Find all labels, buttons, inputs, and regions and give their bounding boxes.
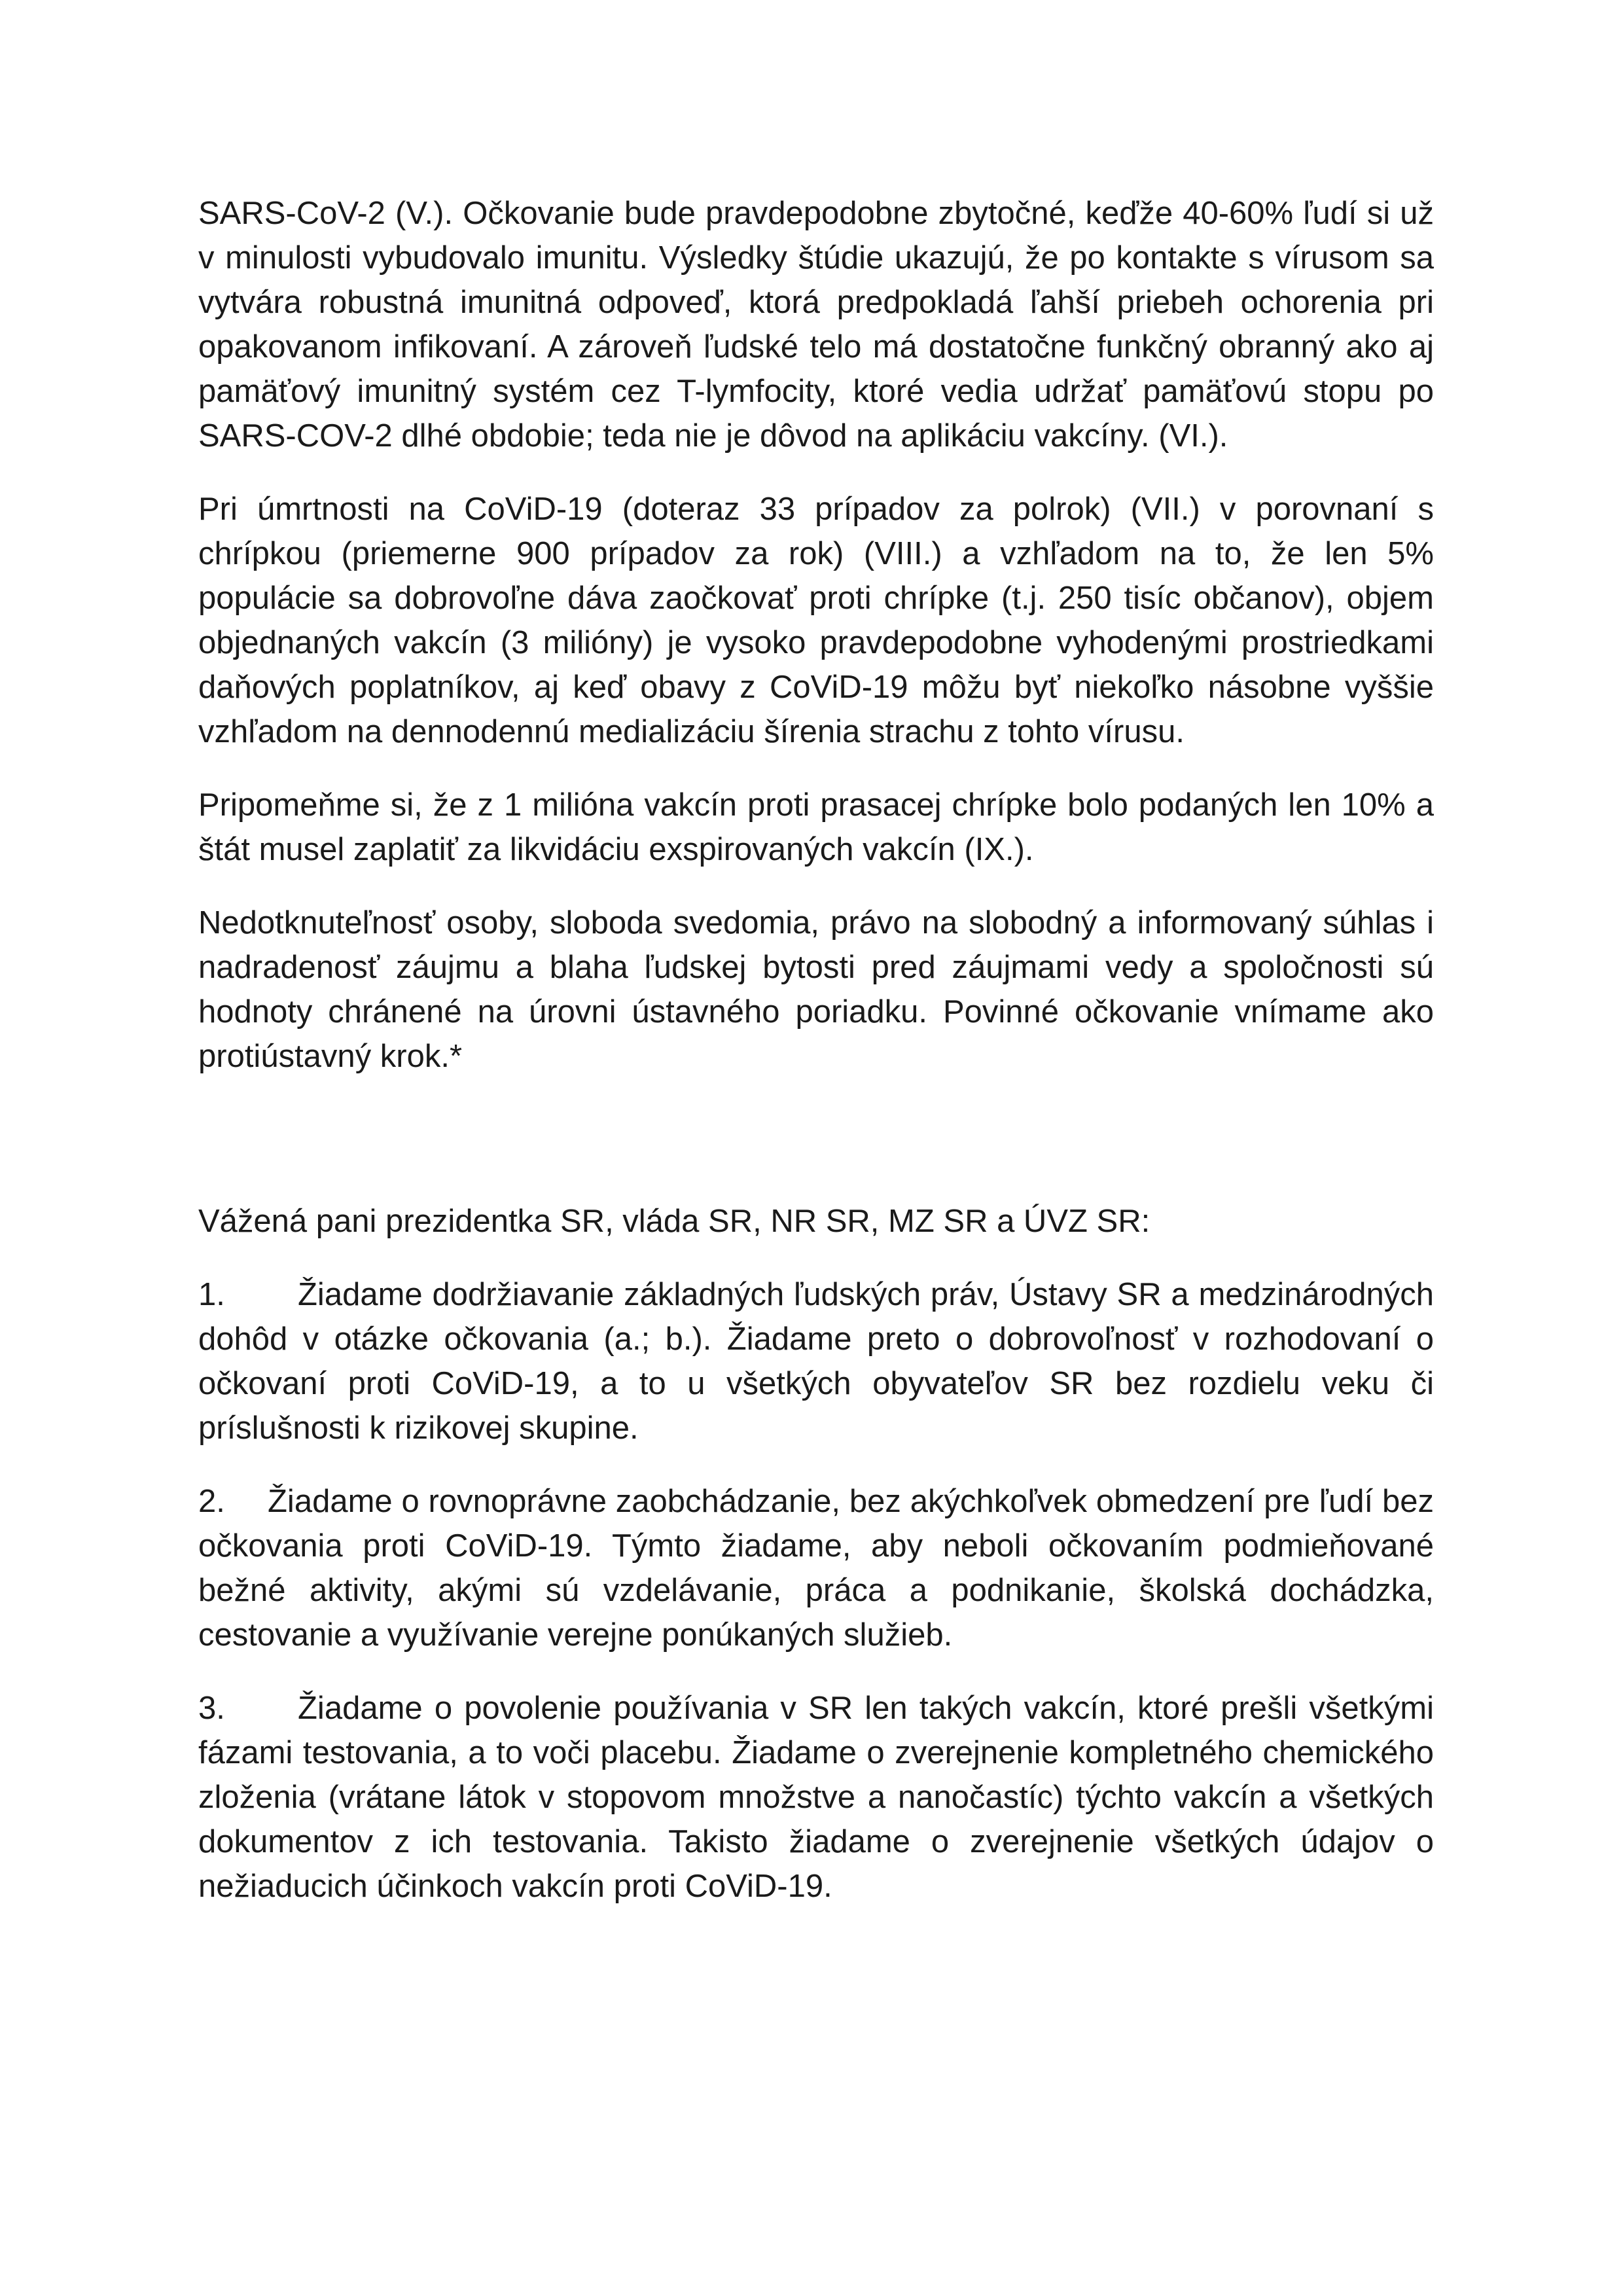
paragraph-mortality: Pri úmrtnosti na CoViD-19 (doteraz 33 prípadov za polrok) (VII.) v porovnaní s chrípkou (priemerne 900 prípadov za rok) (VIII.) a vzhľadom na to, že len 5% populácie sa dobrovoľne dáva zaočkovať proti chrípke (t.j. 250 tisíc občanov), objem objednaných vakcín (3 milióny) je vysoko pravdepodobne vyhodenými prostriedkami daňových poplatníkov, aj keď obavy z CoViD-19 môžu byť niekoľko násobne vyššie vzhľadom na dennodennú medializáciu šírenia strachu z tohto vírusu. [198,492,1434,749]
demand-number: 1. [198,1277,225,1312]
paragraph-constitution: Nedotknuteľnosť osoby, sloboda svedomia, právo na slobodný a informovaný súhlas i nadradenosť záujmu a blaha ľudskej bytosti pred záujmami vedy a spoločnosti sú hodnoty chránené na úrovni ústavného poriadku. Povinné očkovanie vnímame ako protiústavný krok.* [198,905,1434,1074]
demand-number: 2. [198,1484,225,1519]
document-page [198,191,1434,1937]
demand-number: 3. [198,1691,225,1726]
demand-text: Žiadame dodržiavanie základných ľudských práv, Ústavy SR a medzinárodných dohôd v otázke očkovania (a.; b.). Žiadame preto o dobrovoľnosť v rozhodovaní o očkovaní proti CoViD-19, a to u všetkých obyvateľov SR bez rozdielu veku či príslušnosti k rizikovej skupine. [198,1277,1434,1446]
addressee-line: Vážená pani prezidentka SR, vláda SR, NR SR, MZ SR a ÚVZ SR: [198,1204,1150,1239]
paragraph-swine-flu: Pripomeňme si, že z 1 milióna vakcín proti prasacej chrípke bolo podaných len 10% a štát musel zaplatiť za likvidáciu exspirovaných vakcín (IX.). [198,787,1434,867]
demand-item-1 [198,1272,1434,1450]
demand-text: Žiadame o povolenie používania v SR len takých vakcín, ktoré prešli všetkými fázami testovania, a to voči placebu. Žiadame o zverejnenie kompletného chemického zloženia (vrátane látok v stopovom množstve a nanočastíc) týchto vakcín a všetkých dokumentov z ich testovania. Takisto žiadame o zverejnenie všetkých údajov o nežiaducich účinkoch vakcín proti CoViD-19. [198,1691,1434,1904]
demand-item-3 [198,1686,1434,1909]
section-gap [198,1107,1434,1199]
paragraph-immunity: SARS-CoV-2 (V.). Očkovanie bude pravdepodobne zbytočné, keďže 40-60% ľudí si už v minulosti vybudovalo imunitu. Výsledky štúdie ukazujú, že po kontakte s vírusom sa vytvára robustná imunitná odpoveď, ktorá predpokladá ľahší priebeh ochorenia pri opakovanom infikovaní. A zároveň ľudské telo má dostatočne funkčný obranný ako aj pamäťový imunitný systém cez T-lymfocity, ktoré vedia udržať pamäťovú stopu po SARS-COV-2 dlhé obdobie; teda nie je dôvod na aplikáciu vakcíny. (VI.). [198,196,1434,454]
demand-item-2 [198,1479,1434,1657]
demand-text: Žiadame o rovnoprávne zaobchádzanie, bez akýchkoľvek obmedzení pre ľudí bez očkovania proti CoViD-19. Týmto žiadame, aby neboli očkovaním podmieňované bežné aktivity, akými sú vzdelávanie, práca a podnikanie, školská dochádzka, cestovanie a využívanie verejne ponúkaných služieb. [198,1484,1434,1653]
